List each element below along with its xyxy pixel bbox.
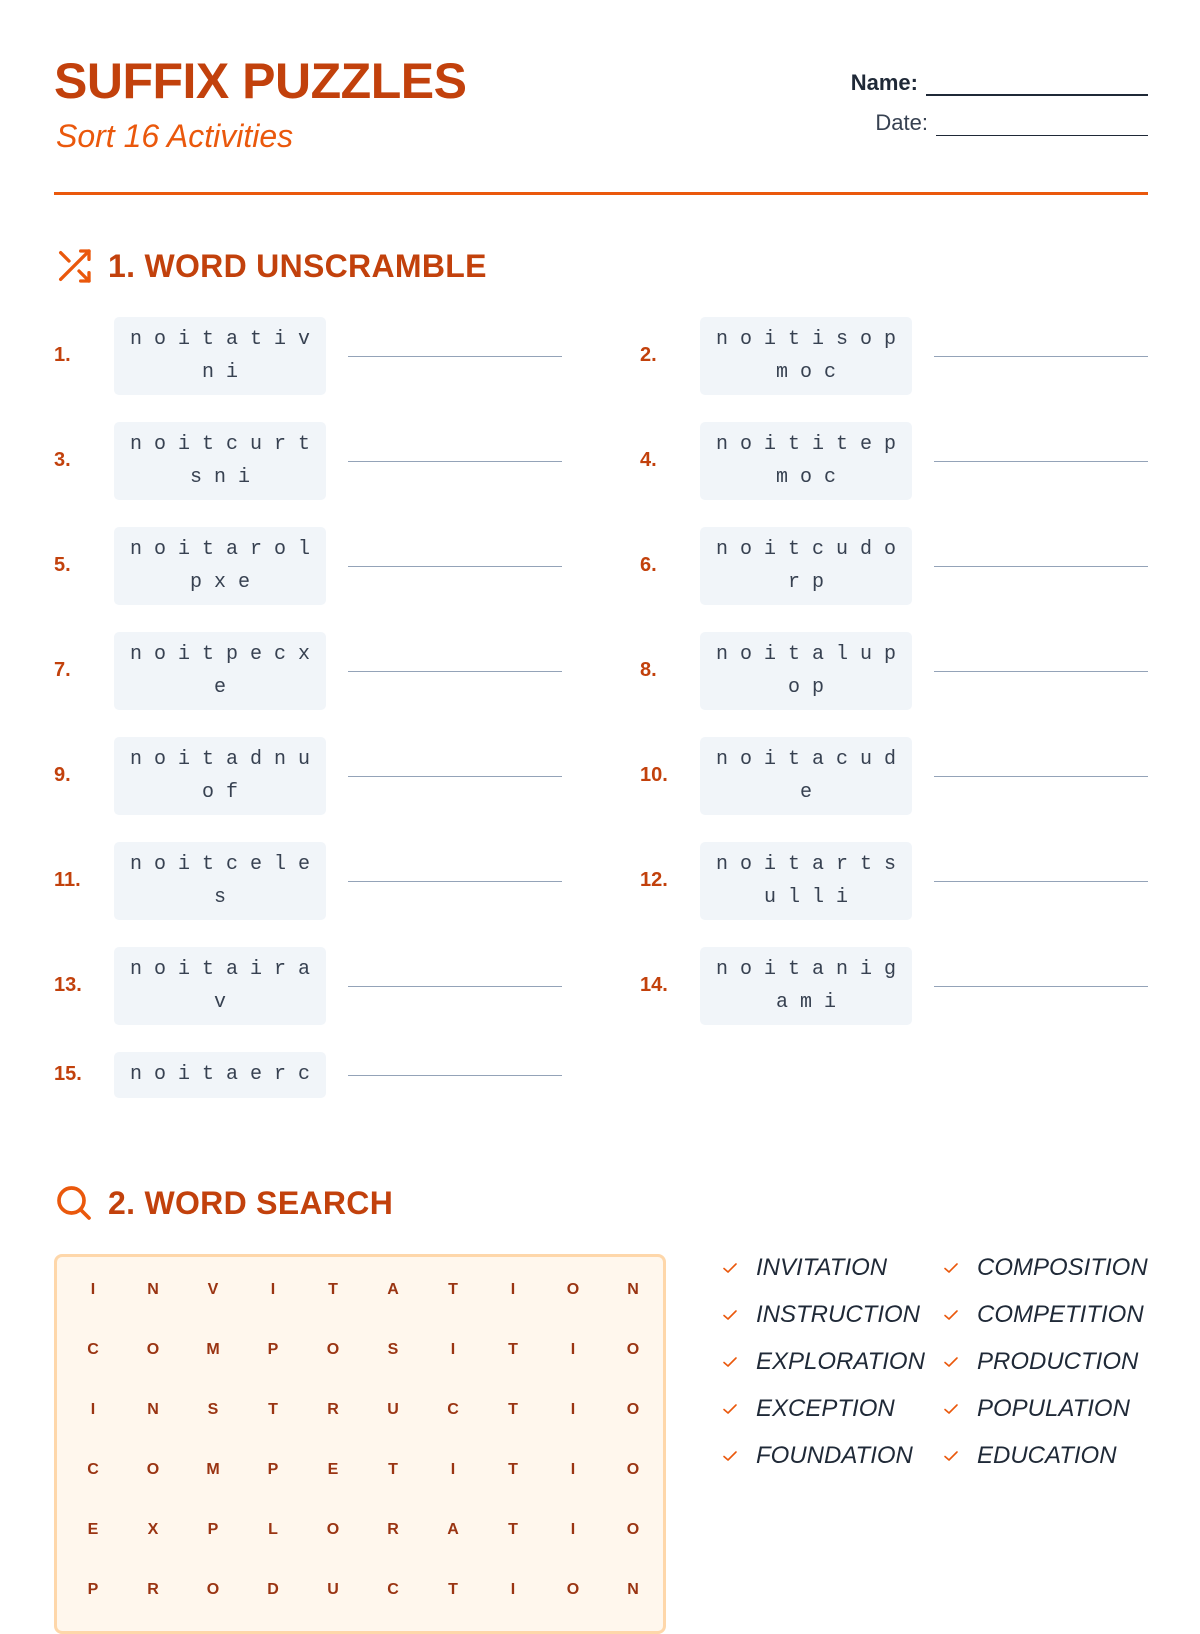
grid-cell[interactable]: I xyxy=(450,1341,456,1358)
word-text: POPULATION xyxy=(977,1395,1130,1422)
grid-cell[interactable]: U xyxy=(327,1581,339,1598)
grid-cell[interactable]: I xyxy=(270,1281,276,1298)
answer-line[interactable] xyxy=(934,986,1148,987)
answer-line[interactable] xyxy=(348,566,562,567)
answer-line[interactable] xyxy=(348,776,562,777)
check-icon xyxy=(943,1307,959,1323)
grid-cell[interactable]: C xyxy=(87,1341,99,1358)
check-icon xyxy=(722,1260,738,1276)
check-icon xyxy=(722,1401,738,1417)
scrambled-letters: n o i t i s o p m o c xyxy=(700,317,912,395)
answer-line[interactable] xyxy=(348,461,562,462)
grid-cell[interactable]: P xyxy=(207,1521,219,1538)
item-number: 4. xyxy=(640,449,657,471)
unscramble-heading xyxy=(54,246,487,286)
item-number: 8. xyxy=(640,659,657,681)
grid-cell[interactable]: P xyxy=(87,1581,99,1598)
word-bank-item xyxy=(943,1395,1130,1423)
grid-cell[interactable]: T xyxy=(508,1461,518,1478)
grid-cell[interactable]: O xyxy=(326,1341,340,1358)
grid-cell[interactable]: I xyxy=(570,1461,576,1478)
scrambled-letters: n o i t a c u d e xyxy=(700,737,912,815)
name-label: Name: xyxy=(850,70,918,95)
grid-cell[interactable]: I xyxy=(570,1521,576,1538)
scrambled-letters: n o i t a n i g a m i xyxy=(700,947,912,1025)
grid-cell[interactable]: O xyxy=(566,1281,580,1298)
grid-cell[interactable]: I xyxy=(570,1341,576,1358)
scrambled-letters: n o i t c u r t s n i xyxy=(114,422,326,500)
grid-cell[interactable]: O xyxy=(566,1581,580,1598)
item-number: 14. xyxy=(640,974,668,996)
scrambled-letters: n o i t a e r c xyxy=(114,1052,326,1098)
scrambled-letters: n o i t c u d o r p xyxy=(700,527,912,605)
grid-cell[interactable]: T xyxy=(448,1281,458,1298)
grid-cell[interactable]: T xyxy=(268,1401,278,1418)
scrambled-letters: n o i t c e l e s xyxy=(114,842,326,920)
word-text: PRODUCTION xyxy=(977,1348,1139,1375)
word-bank-item xyxy=(722,1301,920,1329)
scrambled-letters: n o i t a l u p o p xyxy=(700,632,912,710)
grid-cell[interactable]: O xyxy=(626,1521,640,1538)
item-number: 1. xyxy=(54,344,71,366)
grid-cell[interactable]: R xyxy=(327,1401,339,1418)
grid-cell[interactable]: I xyxy=(510,1581,516,1598)
grid-cell[interactable]: U xyxy=(387,1401,399,1418)
word-text: INVITATION xyxy=(756,1254,888,1281)
grid-cell[interactable]: C xyxy=(447,1401,459,1418)
answer-line[interactable] xyxy=(348,986,562,987)
answer-line[interactable] xyxy=(934,356,1148,357)
search-icon xyxy=(54,1183,94,1223)
grid-cell[interactable]: C xyxy=(87,1461,99,1478)
check-icon xyxy=(943,1260,959,1276)
grid-cell[interactable]: I xyxy=(570,1401,576,1418)
shuffle-icon xyxy=(54,246,94,286)
item-number: 3. xyxy=(54,449,71,471)
grid-cell[interactable]: N xyxy=(627,1581,639,1598)
answer-line[interactable] xyxy=(934,566,1148,567)
answer-line[interactable] xyxy=(348,881,562,882)
date-blank[interactable] xyxy=(936,115,1148,136)
scrambled-letters: n o i t a r o l p x e xyxy=(114,527,326,605)
answer-line[interactable] xyxy=(348,1075,562,1076)
answer-line[interactable] xyxy=(934,776,1148,777)
grid-cell[interactable]: T xyxy=(328,1281,338,1298)
word-text: EXPLORATION xyxy=(756,1348,925,1375)
grid-cell[interactable]: X xyxy=(147,1521,159,1538)
item-number: 2. xyxy=(640,344,657,366)
grid-cell[interactable]: M xyxy=(206,1461,220,1478)
item-number: 7. xyxy=(54,659,71,681)
grid-cell[interactable]: O xyxy=(626,1401,640,1418)
wordsearch-heading xyxy=(54,1183,393,1223)
word-bank-item xyxy=(722,1442,913,1470)
word-text: COMPOSITION xyxy=(977,1254,1148,1281)
item-number: 11. xyxy=(54,869,81,891)
check-icon xyxy=(722,1354,738,1370)
word-bank-item xyxy=(722,1395,895,1423)
grid-cell[interactable]: T xyxy=(388,1461,398,1478)
grid-cell[interactable]: N xyxy=(147,1401,159,1418)
answer-line[interactable] xyxy=(348,356,562,357)
date-row xyxy=(851,110,1148,136)
scrambled-letters: n o i t a t i v n i xyxy=(114,317,326,395)
grid-cell[interactable]: S xyxy=(387,1341,399,1358)
word-search-grid xyxy=(54,1254,666,1634)
item-number: 15. xyxy=(54,1063,82,1085)
scrambled-letters: n o i t p e c x e xyxy=(114,632,326,710)
scrambled-letters: n o i t a r t s u l l i xyxy=(700,842,912,920)
grid-cell[interactable]: A xyxy=(387,1281,399,1298)
grid-cell[interactable]: T xyxy=(508,1521,518,1538)
scrambled-letters: n o i t a i r a v xyxy=(114,947,326,1025)
grid-cell[interactable]: E xyxy=(87,1521,99,1538)
grid-cell[interactable]: N xyxy=(627,1281,639,1298)
grid-cell[interactable]: S xyxy=(207,1401,219,1418)
name-blank[interactable] xyxy=(926,74,1148,96)
answer-line[interactable] xyxy=(934,881,1148,882)
item-number: 13. xyxy=(54,974,82,996)
item-number: 6. xyxy=(640,554,657,576)
grid-cell[interactable]: R xyxy=(387,1521,399,1538)
word-text: COMPETITION xyxy=(977,1301,1144,1328)
check-icon xyxy=(722,1307,738,1323)
word-bank-item xyxy=(943,1254,1148,1282)
grid-cell[interactable]: O xyxy=(626,1341,640,1358)
item-number: 12. xyxy=(640,869,668,891)
page-title: SUFFIX PUZZLES xyxy=(54,53,467,109)
grid-cell[interactable]: O xyxy=(146,1341,160,1358)
grid-cell[interactable]: I xyxy=(450,1461,456,1478)
grid-cell[interactable]: D xyxy=(267,1581,279,1598)
check-icon xyxy=(943,1354,959,1370)
answer-line[interactable] xyxy=(934,461,1148,462)
name-row xyxy=(851,70,1148,96)
grid-cell[interactable]: N xyxy=(147,1281,159,1298)
word-text: INSTRUCTION xyxy=(756,1301,920,1328)
grid-cell[interactable]: O xyxy=(626,1461,640,1478)
word-bank-item xyxy=(943,1348,1138,1376)
item-number: 5. xyxy=(54,554,71,576)
worksheet-header xyxy=(54,52,1148,195)
wordsearch-title: 2. WORD SEARCH xyxy=(108,1184,394,1221)
grid-cell[interactable]: O xyxy=(146,1461,160,1478)
grid-cell[interactable]: E xyxy=(327,1461,339,1478)
grid-cell[interactable]: A xyxy=(447,1521,459,1538)
word-bank-item xyxy=(722,1254,887,1282)
unscramble-title: 1. WORD UNSCRAMBLE xyxy=(108,247,487,284)
grid-cell[interactable]: O xyxy=(326,1521,340,1538)
grid-cell[interactable]: V xyxy=(207,1281,219,1298)
scrambled-letters: n o i t i t e p m o c xyxy=(700,422,912,500)
word-text: EXCEPTION xyxy=(756,1395,895,1422)
grid-cell[interactable]: M xyxy=(206,1341,220,1358)
check-icon xyxy=(943,1448,959,1464)
grid-cell[interactable]: T xyxy=(448,1581,458,1598)
check-icon xyxy=(722,1448,738,1464)
grid-cell[interactable]: P xyxy=(267,1341,279,1358)
grid-cell[interactable]: P xyxy=(267,1461,279,1478)
scrambled-letters: n o i t a d n u o f xyxy=(114,737,326,815)
grid-cell[interactable]: I xyxy=(90,1401,96,1418)
answer-line[interactable] xyxy=(934,671,1148,672)
grid-cell[interactable]: I xyxy=(510,1281,516,1298)
grid-cell[interactable]: C xyxy=(387,1581,399,1598)
word-text: EDUCATION xyxy=(977,1442,1117,1469)
grid-cell[interactable]: T xyxy=(508,1401,518,1418)
answer-line[interactable] xyxy=(348,671,562,672)
date-label: Date: xyxy=(875,110,928,135)
check-icon xyxy=(943,1401,959,1417)
grid-cell[interactable]: L xyxy=(268,1521,278,1538)
word-bank-item xyxy=(943,1301,1144,1329)
word-bank-item xyxy=(943,1442,1117,1470)
page-subtitle: Sort 16 Activities xyxy=(56,118,294,154)
word-bank-item xyxy=(722,1348,925,1376)
student-info xyxy=(851,70,1148,150)
item-number: 9. xyxy=(54,764,71,786)
grid-cell[interactable]: T xyxy=(508,1341,518,1358)
word-text: FOUNDATION xyxy=(756,1442,913,1469)
grid-cell[interactable]: O xyxy=(206,1581,220,1598)
grid-cell[interactable]: I xyxy=(90,1281,96,1298)
grid-cell[interactable]: R xyxy=(147,1581,159,1598)
item-number: 10. xyxy=(640,764,668,786)
